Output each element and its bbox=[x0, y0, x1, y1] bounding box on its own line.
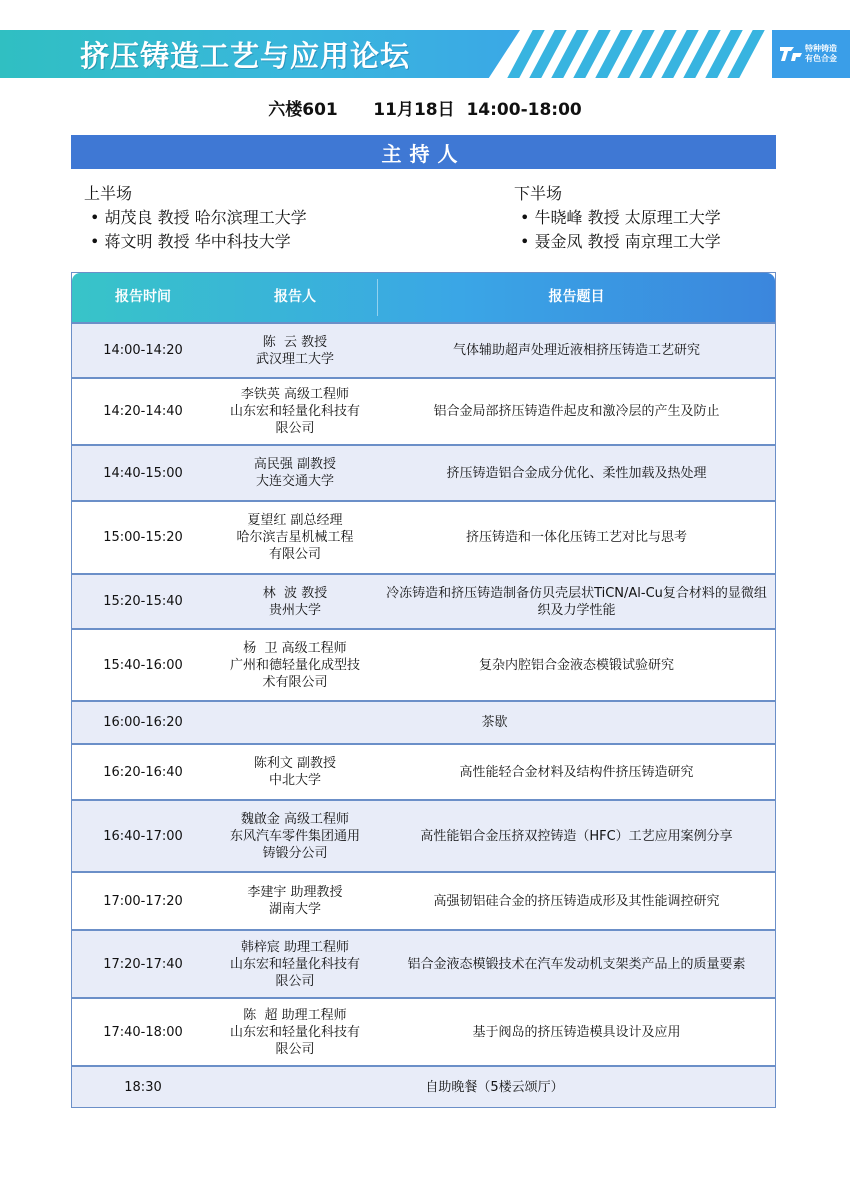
row-speaker bbox=[214, 324, 376, 377]
table-row bbox=[72, 377, 775, 444]
page-title: 挤压铸造工艺与应用论坛 bbox=[80, 39, 411, 73]
row-speaker bbox=[214, 446, 376, 500]
brand-logo bbox=[772, 30, 850, 78]
row-time: 16:20-16:40 bbox=[103, 764, 183, 780]
row-time: 17:20-17:40 bbox=[103, 956, 183, 972]
speaker-line: 中北大学 bbox=[268, 773, 321, 788]
table-row bbox=[72, 500, 775, 573]
hosts-first-half bbox=[84, 182, 307, 254]
row-topic: 高强韧铝硅合金的挤压铸造成形及其性能调控研究 bbox=[433, 893, 720, 909]
row-topic: 气体辅助超声处理近液相挤压铸造工艺研究 bbox=[452, 343, 700, 358]
header-banner bbox=[0, 30, 850, 78]
row-time: 17:40-18:00 bbox=[103, 1024, 183, 1040]
speaker-line: 山东宏和轻量化科技有 bbox=[229, 404, 360, 419]
speaker-line: 贵州大学 bbox=[268, 602, 321, 618]
row-topic: 挤压铸造和一体化压铸工艺对比与思考 bbox=[465, 530, 687, 545]
banner-stripes bbox=[490, 30, 765, 78]
row-time: 15:20-15:40 bbox=[103, 594, 183, 609]
row-speaker bbox=[214, 999, 376, 1065]
row-time: 17:00-17:20 bbox=[103, 893, 183, 909]
row-topic: 挤压铸造铝合金成分优化、柔性加载及热处理 bbox=[446, 465, 707, 481]
row-topic: 高性能轻合金材料及结构件挤压铸造研究 bbox=[459, 764, 694, 780]
speaker-line: 魏啟金 高级工程师 bbox=[240, 811, 350, 827]
row-topic: 自助晚餐（5楼云颂厅） bbox=[425, 1079, 564, 1095]
table-row bbox=[72, 573, 775, 628]
venue-date: 11月18日 bbox=[373, 100, 455, 120]
row-speaker bbox=[214, 931, 376, 997]
speaker-line: 限公司 bbox=[275, 973, 315, 989]
row-speaker bbox=[214, 630, 376, 700]
row-topic: 基于阀岛的挤压铸造模具设计及应用 bbox=[472, 1024, 681, 1040]
table-row bbox=[72, 929, 775, 997]
speaker-line: 李铁英 高级工程师 bbox=[240, 387, 350, 402]
speaker-line: 广州和德轻量化成型技 bbox=[229, 657, 360, 673]
host-item: • 胡茂良 教授 哈尔滨理工大学 bbox=[90, 208, 307, 227]
row-time: 15:00-15:20 bbox=[103, 530, 183, 545]
table-row bbox=[72, 1065, 775, 1107]
row-speaker bbox=[214, 379, 376, 444]
hosts-second-half bbox=[514, 182, 721, 254]
venue-line bbox=[0, 95, 850, 120]
table-header bbox=[72, 273, 775, 322]
host-item: • 聂金凤 教授 南京理工大学 bbox=[520, 232, 721, 251]
row-topic: 铝合金液态模锻技术在汽车发动机支架类产品上的质量要素 bbox=[407, 956, 746, 972]
row-speaker bbox=[214, 575, 376, 628]
schedule-table bbox=[71, 272, 776, 1108]
row-speaker bbox=[214, 801, 376, 871]
speaker-line: 铸锻分公司 bbox=[262, 845, 328, 861]
speaker-line: 李建宇 助理教授 bbox=[247, 885, 343, 900]
venue-time: 14:00-18:00 bbox=[466, 100, 582, 120]
speaker-line: 限公司 bbox=[275, 421, 315, 436]
row-topic: 茶歇 bbox=[481, 715, 508, 730]
row-time: 14:40-15:00 bbox=[103, 465, 183, 481]
table-row bbox=[72, 628, 775, 700]
header-speaker: 报告人 bbox=[274, 289, 316, 305]
row-time: 16:00-16:20 bbox=[103, 715, 183, 730]
speaker-line: 高民强 副教授 bbox=[253, 457, 337, 472]
host-item: • 牛晓峰 教授 太原理工大学 bbox=[520, 208, 721, 227]
speaker-line: 陈利文 副教授 bbox=[253, 756, 337, 771]
table-row bbox=[72, 700, 775, 743]
speaker-line: 山东宏和轻量化科技有 bbox=[229, 1024, 360, 1040]
header-time: 报告时间 bbox=[115, 289, 171, 305]
speaker-line: 武汉理工大学 bbox=[255, 351, 334, 367]
row-time: 14:00-14:20 bbox=[103, 343, 183, 358]
row-time: 15:40-16:00 bbox=[103, 657, 183, 673]
row-time: 18:30 bbox=[124, 1079, 162, 1095]
host-heading: 主持人 bbox=[381, 141, 466, 166]
table-row bbox=[72, 799, 775, 871]
row-topic: 铝合金局部挤压铸造件起皮和激冷层的产生及防止 bbox=[433, 404, 720, 419]
speaker-line: 夏望红 副总经理 bbox=[247, 513, 343, 528]
speaker-line: 有限公司 bbox=[268, 547, 321, 562]
speaker-line: 哈尔滨吉星机械工程 bbox=[236, 530, 354, 545]
row-time: 16:40-17:00 bbox=[103, 828, 183, 844]
host-item: • 蒋文明 教授 华中科技大学 bbox=[90, 232, 291, 251]
table-row bbox=[72, 997, 775, 1065]
speaker-line: 限公司 bbox=[275, 1041, 315, 1057]
speaker-line: 大连交通大学 bbox=[255, 474, 334, 489]
row-topic: 复杂内腔铝合金液态模锻试验研究 bbox=[478, 657, 674, 673]
table-row bbox=[72, 444, 775, 500]
row-speaker bbox=[214, 502, 376, 573]
logo-icon bbox=[780, 44, 802, 64]
speaker-line: 陈 超 助理工程师 bbox=[243, 1007, 347, 1023]
table-row bbox=[72, 871, 775, 929]
speaker-line: 湖南大学 bbox=[268, 902, 321, 917]
row-topic: 冷冻铸造和挤压铸造制备仿贝壳层状TiCN/Al-Cu复合材料的显微组织及力学性能 bbox=[386, 585, 767, 618]
table-row bbox=[72, 322, 775, 377]
speaker-line: 东风汽车零件集团通用 bbox=[229, 828, 360, 844]
table-row bbox=[72, 743, 775, 799]
logo-text: 特种铸造 有色合金 bbox=[805, 44, 837, 63]
row-time: 14:20-14:40 bbox=[103, 404, 183, 419]
row-speaker bbox=[214, 873, 376, 929]
host-heading-bar bbox=[71, 135, 776, 169]
first-half-label: 上半场 bbox=[84, 184, 133, 203]
speaker-line: 韩梓宸 助理工程师 bbox=[240, 939, 350, 955]
row-topic: 高性能铝合金压挤双控铸造（HFC）工艺应用案例分享 bbox=[420, 828, 733, 844]
speaker-line: 杨 卫 高级工程师 bbox=[243, 640, 347, 656]
header-topic: 报告题目 bbox=[548, 289, 605, 305]
second-half-label: 下半场 bbox=[514, 184, 563, 203]
speaker-line: 林 波 教授 bbox=[262, 585, 328, 601]
speaker-line: 山东宏和轻量化科技有 bbox=[229, 956, 360, 972]
venue-room: 六楼601 bbox=[268, 100, 338, 120]
speaker-line: 术有限公司 bbox=[262, 674, 328, 690]
speaker-line: 陈 云 教授 bbox=[262, 334, 328, 350]
row-speaker bbox=[214, 745, 376, 799]
